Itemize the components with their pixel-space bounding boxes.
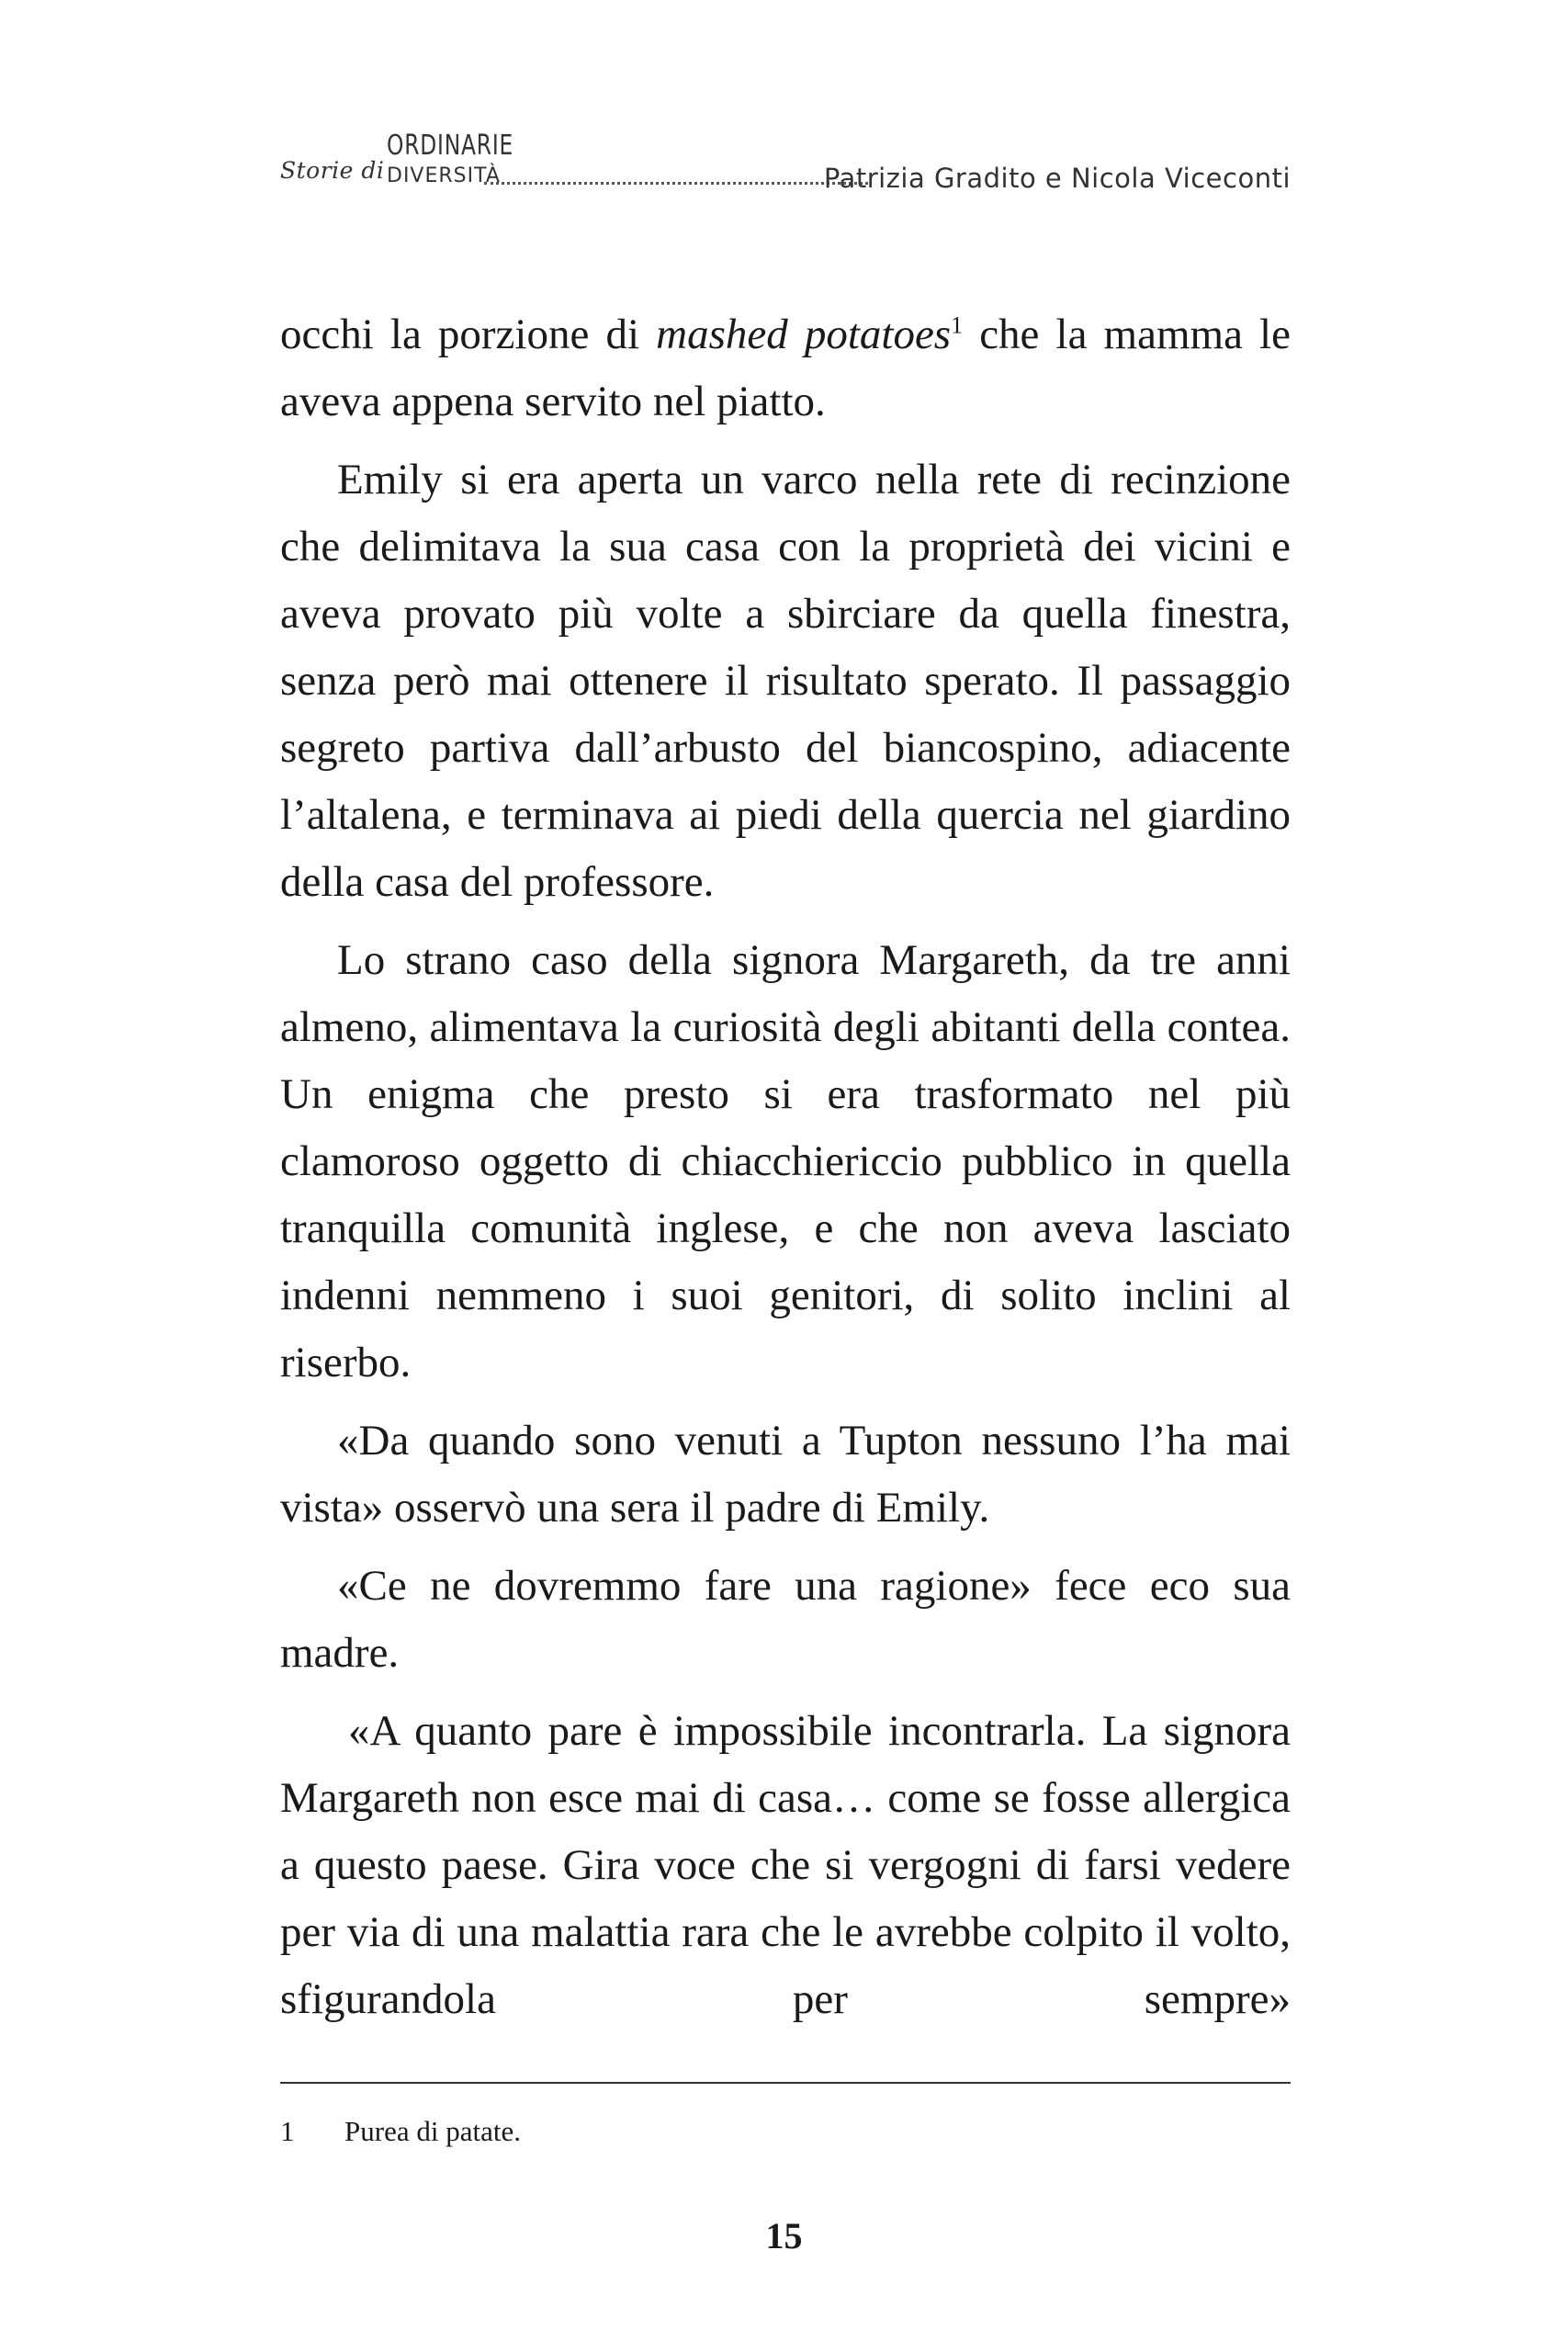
footnote-rule — [280, 2082, 1291, 2084]
paragraph-2: Emily si era aperta un varco nella rete di recinzione che delimitava la sua casa con la proprietà dei vicini e aveva provato più volte a sbirciare da quella finestra, senza però mai ottenere il risultato sperato. Il passaggio segreto partiva dall’arbusto del biancospino, adiacente l’altalena, e terminava ai piedi della quercia nel giardino della casa del professore. — [280, 456, 1291, 906]
footnote — [280, 2113, 521, 2150]
paragraph-6: «A quanto pare è impossibile incontrarla. La signora Margareth non esce mai di casa… come se fosse allergica a questo paese. Gira voce che si vergogni di farsi vedere per via di una malattia rara che le avrebbe colpito il volto, sfigurandola per sempre» — [280, 1707, 1291, 2023]
page-number: 15 — [765, 2215, 803, 2256]
paragraph-1 — [280, 301, 1291, 435]
running-header — [280, 124, 1291, 198]
paragraph-4: «Da quando sono venuti a Tupton nessuno l’ha mai vista» osservò una sera il padre di Emily. — [280, 1417, 1291, 1532]
footnote-reference[interactable]: 1 — [951, 311, 964, 339]
series-logo — [280, 124, 514, 198]
footnote-text: Purea di patate. — [344, 2115, 521, 2147]
logo-ordinarie-text: ORDINARIE — [387, 130, 514, 162]
italic-term: mashed potatoes — [656, 311, 952, 358]
body-text — [280, 301, 1291, 2044]
logo-diversita-text: DIVERSITÀ — [387, 164, 501, 187]
paragraph-3: Lo strano caso della signora Margareth, da tre anni almeno, alimentava la curiosità degli abitanti della contea. Un enigma che presto si era trasformato nel più clamoroso oggetto di chiacchiericcio pubblico in quella tranquilla comunità inglese, e che non aveva lasciato indenni nemmeno i suoi genitori, di solito inclini al riserbo. — [280, 936, 1291, 1386]
footnote-number: 1 — [280, 2115, 295, 2147]
paragraph-1-start: occhi la porzione di — [280, 311, 657, 358]
paragraph-5: «Ce ne dovremmo fare una ragione» fece eco sua madre. — [280, 1562, 1291, 1677]
header-authors: Patrizia Gradito e Nicola Viceconti — [823, 163, 1291, 194]
logo-script-text: Storie di — [280, 157, 385, 184]
paragraph-1-end: che la mamma le aveva appena servito nel piatto. — [280, 311, 1291, 425]
header-dotted-leader — [484, 182, 868, 185]
